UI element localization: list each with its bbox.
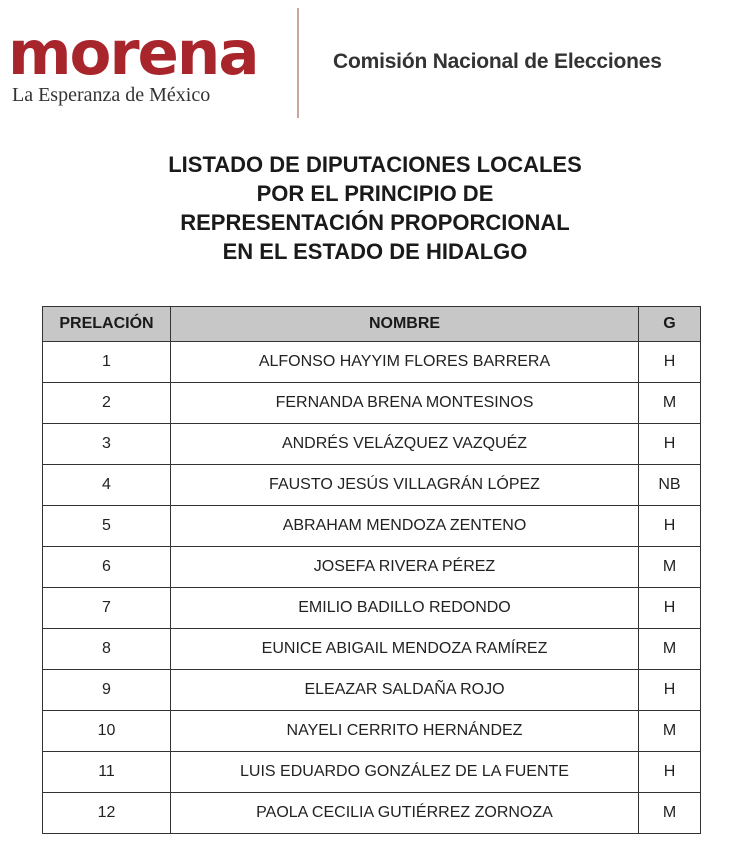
header-genero: G: [639, 307, 701, 342]
table-body: [43, 342, 701, 834]
title-line: LISTADO DE DIPUTACIONES LOCALES: [168, 152, 582, 177]
genero-cell: H: [639, 670, 701, 711]
title-line: POR EL PRINCIPIO DE: [256, 181, 494, 206]
nombre-cell: PAOLA CECILIA GUTIÉRREZ ZORNOZA: [171, 793, 639, 834]
header-divider: [297, 8, 299, 118]
genero-cell: M: [639, 711, 701, 752]
prelacion-cell: 5: [43, 506, 171, 547]
prelacion-cell: 1: [43, 342, 171, 383]
genero-cell: H: [639, 506, 701, 547]
prelacion-cell: 8: [43, 629, 171, 670]
genero-cell: M: [639, 383, 701, 424]
header-prelacion: PRELACIÓN: [43, 307, 171, 342]
prelacion-cell: 2: [43, 383, 171, 424]
prelacion-cell: 7: [43, 588, 171, 629]
nombre-cell: FAUSTO JESÚS VILLAGRÁN LÓPEZ: [171, 465, 639, 506]
page-header: [0, 0, 750, 125]
header-nombre: NOMBRE: [171, 307, 639, 342]
prelacion-cell: 9: [43, 670, 171, 711]
table-row: [43, 752, 701, 793]
prelacion-cell: 12: [43, 793, 171, 834]
nombre-cell: EMILIO BADILLO REDONDO: [171, 588, 639, 629]
nombre-cell: EUNICE ABIGAIL MENDOZA RAMÍREZ: [171, 629, 639, 670]
prelacion-cell: 11: [43, 752, 171, 793]
nombre-cell: JOSEFA RIVERA PÉREZ: [171, 547, 639, 588]
nombre-cell: ANDRÉS VELÁZQUEZ VAZQUÉZ: [171, 424, 639, 465]
genero-cell: H: [639, 588, 701, 629]
morena-logo: [8, 18, 293, 107]
nombre-cell: ALFONSO HAYYIM FLORES BARRERA: [171, 342, 639, 383]
table-row: [43, 670, 701, 711]
nombre-cell: ABRAHAM MENDOZA ZENTENO: [171, 506, 639, 547]
genero-cell: H: [639, 752, 701, 793]
table-row: [43, 424, 701, 465]
table-row: [43, 547, 701, 588]
table-row: [43, 588, 701, 629]
table-header-row: [43, 307, 701, 342]
logo-wordmark: morena: [8, 18, 258, 89]
title-line: REPRESENTACIÓN PROPORCIONAL: [180, 210, 570, 235]
table-row: [43, 506, 701, 547]
commission-name: Comisión Nacional de Elecciones: [333, 50, 662, 73]
genero-cell: H: [639, 342, 701, 383]
document-title: [0, 150, 750, 266]
table-row: [43, 629, 701, 670]
logo-tagline: La Esperanza de México: [12, 84, 211, 106]
prelacion-cell: 6: [43, 547, 171, 588]
prelacion-cell: 3: [43, 424, 171, 465]
prelacion-cell: 4: [43, 465, 171, 506]
table-row: [43, 383, 701, 424]
table-row: [43, 711, 701, 752]
title-line: EN EL ESTADO DE HIDALGO: [222, 239, 528, 264]
prelacion-cell: 10: [43, 711, 171, 752]
nombre-cell: ELEAZAR SALDAÑA ROJO: [171, 670, 639, 711]
table-row: [43, 342, 701, 383]
nombre-cell: NAYELI CERRITO HERNÁNDEZ: [171, 711, 639, 752]
nombre-cell: LUIS EDUARDO GONZÁLEZ DE LA FUENTE: [171, 752, 639, 793]
table-row: [43, 465, 701, 506]
genero-cell: M: [639, 547, 701, 588]
table-row: [43, 793, 701, 834]
genero-cell: M: [639, 793, 701, 834]
genero-cell: H: [639, 424, 701, 465]
genero-cell: M: [639, 629, 701, 670]
genero-cell: NB: [639, 465, 701, 506]
nombre-cell: FERNANDA BRENA MONTESINOS: [171, 383, 639, 424]
candidates-table: [42, 306, 701, 834]
